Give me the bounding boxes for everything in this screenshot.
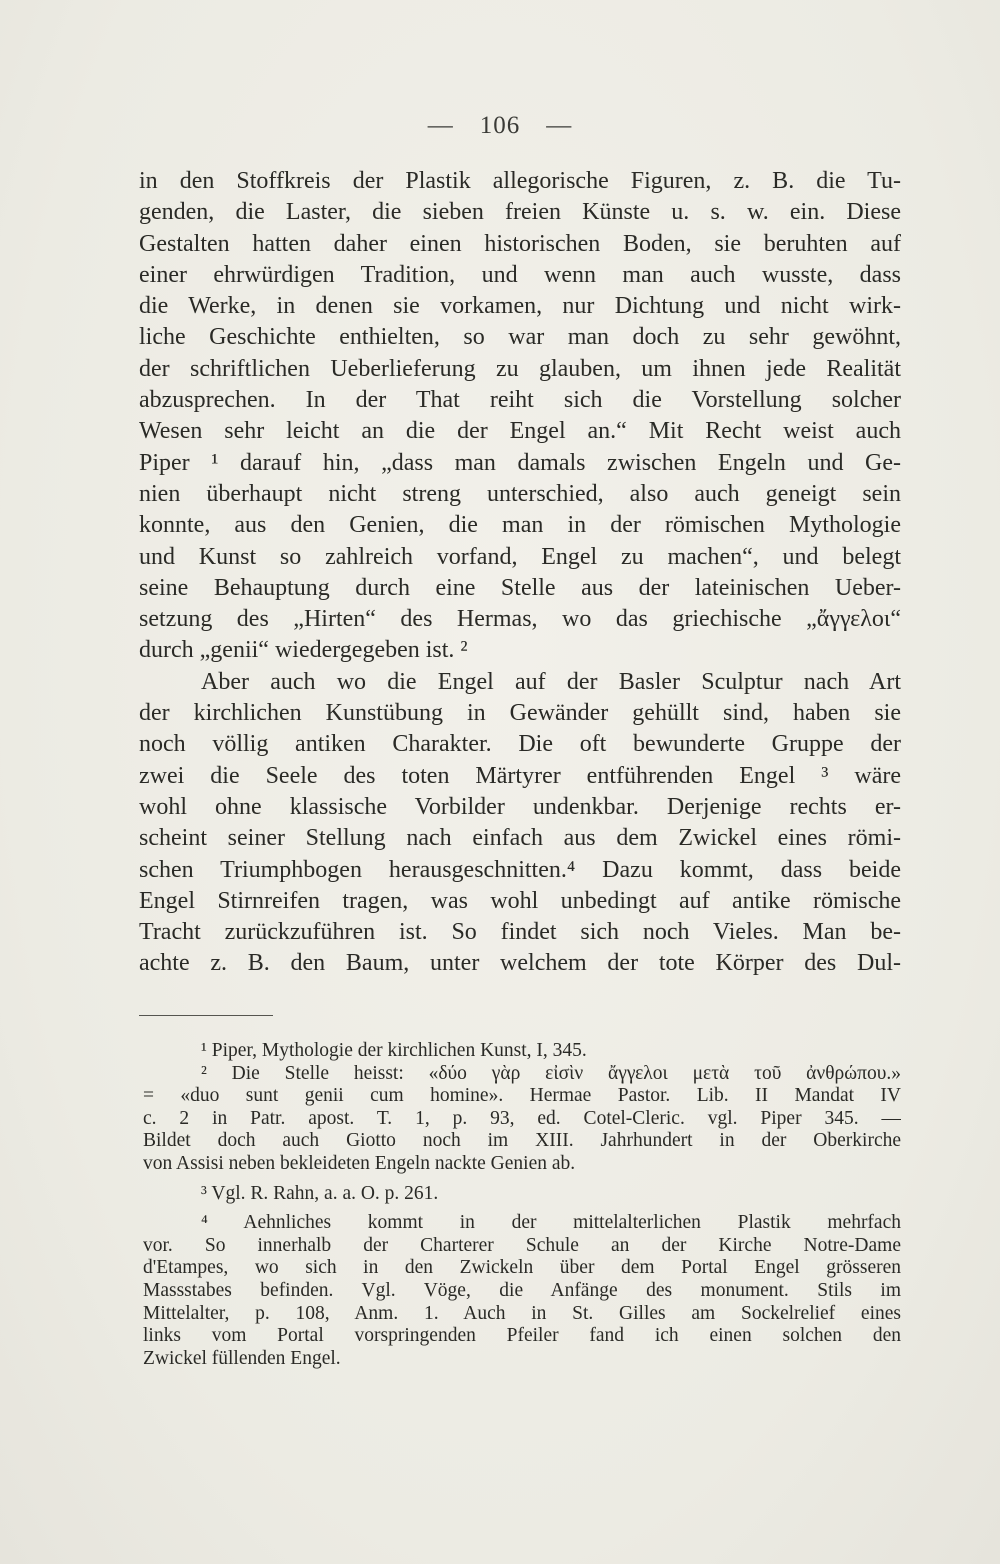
text-line: liche Geschichte enthielten, so war man doch zu sehr gewöhnt, — [139, 324, 901, 351]
text-line: Gestalten hatten daher einen historischen Boden, sie beruhten auf — [139, 230, 901, 257]
page-number: 106 — [479, 112, 521, 139]
header-dash-right: — — [546, 112, 573, 139]
text-line: Tracht zurückzuführen ist. So findet sich noch Vieles. Man be- — [139, 919, 901, 946]
main-text — [139, 166, 901, 980]
page-header — [0, 112, 1000, 140]
text-line: abzusprechen. In der That reiht sich die Vorstellung solcher — [139, 387, 901, 414]
text-line: genden, die Laster, die sieben freien Künste u. s. w. ein. Diese — [139, 199, 901, 226]
text-line: der schriftlichen Ueberlieferung zu glauben, um ihnen jede Realität — [139, 355, 901, 382]
text-line: durch „genii“ wiedergegeben ist. ² — [139, 637, 468, 664]
text-line: Piper ¹ darauf hin, „dass man damals zwischen Engeln und Ge- — [139, 449, 901, 476]
footnote-line: d'Etampes, wo sich in den Zwickeln über dem Portal Engel grösseren — [143, 1257, 901, 1279]
text-line: der kirchlichen Kunstübung in Gewänder gehüllt sind, haben sie — [139, 700, 901, 727]
footnote-gap — [143, 1176, 901, 1183]
footnote-line: c. 2 in Patr. apost. T. 1, p. 93, ed. Cotel-Cleric. vgl. Piper 345. — — [143, 1107, 901, 1129]
text-line: einer ehrwürdigen Tradition, und wenn man auch wusste, dass — [139, 261, 901, 288]
text-line: achte z. B. den Baum, unter welchem der tote Körper des Dul- — [139, 950, 901, 977]
footnote-line: Zwickel füllenden Engel. — [143, 1347, 341, 1369]
text-line: nien überhaupt nicht streng unterschied, also auch geneigt sein — [139, 480, 901, 507]
footnote-line: Bildet doch auch Giotto noch im XIII. Jahrhundert in der Oberkirche — [143, 1130, 901, 1152]
text-line: seine Behauptung durch eine Stelle aus der lateinischen Ueber- — [139, 574, 901, 601]
footnotes — [143, 1040, 901, 1370]
footnote-line: ³ Vgl. R. Rahn, a. a. O. p. 261. — [201, 1182, 439, 1204]
text-line: setzung des „Hirten“ des Hermas, wo das griechische „ἄγγελοι“ — [139, 606, 901, 633]
footnote-divider — [139, 1015, 273, 1016]
text-line: und Kunst so zahlreich vorfand, Engel zu machen“, und belegt — [139, 543, 901, 570]
footnote-line: Mittelalter, p. 108, Anm. 1. Auch in St. Gilles am Sockelrelief eines — [143, 1302, 901, 1324]
footnote-line: vor. So innerhalb der Charterer Schule an der Kirche Notre-Dame — [143, 1234, 901, 1256]
header-dash-left: — — [427, 112, 454, 139]
footnote-line: ¹ Piper, Mythologie der kirchlichen Kunst, I, 345. — [201, 1040, 587, 1061]
text-line: Engel Stirnreifen tragen, was wohl unbedingt auf antike römische — [139, 887, 901, 914]
text-line: Wesen sehr leicht an die der Engel an.“ Mit Recht weist auch — [139, 418, 901, 445]
text-line: zwei die Seele des toten Märtyrer entführenden Engel ³ wäre — [139, 762, 901, 789]
footnote-line: von Assisi neben bekleideten Engeln nackte Genien ab. — [143, 1152, 576, 1174]
footnote-gap — [143, 1205, 901, 1212]
footnote-line: ⁴ Aehnliches kommt in der mittelalterlichen Plastik mehrfach — [201, 1212, 901, 1234]
text-line: scheint seiner Stellung nach einfach aus dem Zwickel eines römi- — [139, 825, 901, 852]
text-line: noch völlig antiken Charakter. Die oft bewunderte Gruppe der — [139, 731, 901, 758]
footnote-line: ² Die Stelle heisst: «δύο γὰρ εἰσὶν ἄγγελοι μετὰ τοῦ ἀνθρώπου.» — [201, 1062, 901, 1084]
footnote-line: Massstabes befinden. Vgl. Vöge, die Anfänge des monument. Stils im — [143, 1279, 901, 1301]
text-line: Aber auch wo die Engel auf der Basler Sculptur nach Art — [201, 668, 901, 695]
footnote-line: links vom Portal vorspringenden Pfeiler fand ich einen solchen den — [143, 1325, 901, 1347]
text-line: konnte, aus den Genien, die man in der römischen Mythologie — [139, 512, 901, 539]
text-line: die Werke, in denen sie vorkamen, nur Dichtung und nicht wirk- — [139, 293, 901, 320]
footnote-line: = «duo sunt genii cum homine». Hermae Pastor. Lib. II Mandat IV — [143, 1085, 901, 1107]
text-line: in den Stoffkreis der Plastik allegorische Figuren, z. B. die Tu- — [139, 168, 901, 194]
text-line: schen Triumphbogen herausgeschnitten.⁴ Dazu kommt, dass beide — [139, 856, 901, 883]
text-line: wohl ohne klassische Vorbilder undenkbar. Derjenige rechts er- — [139, 793, 901, 820]
